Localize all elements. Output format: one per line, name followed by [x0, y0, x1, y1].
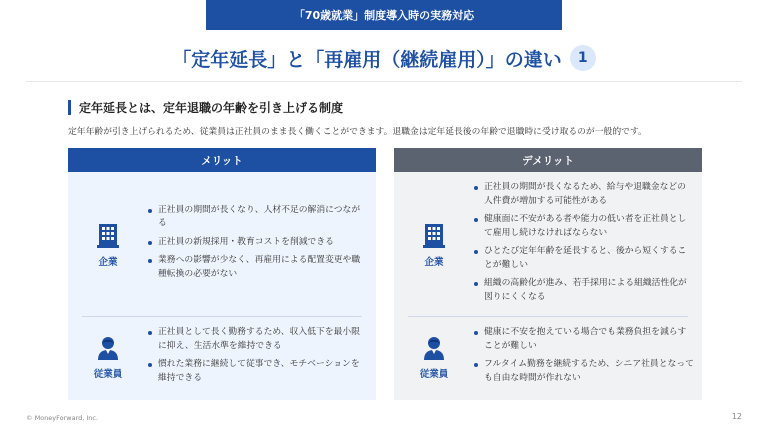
merit-employee-list: [148, 320, 368, 396]
demerit-column: [394, 148, 702, 400]
list-item: 慣れた業務に継続して従事でき、モチベーションを維持できる: [148, 358, 368, 385]
page-number-badge: 1: [570, 45, 596, 71]
demerit-employee-label: [394, 320, 474, 396]
demerit-header: デメリット: [394, 148, 702, 172]
merit-header: メリット: [68, 148, 376, 172]
list-item: 健康に不安を抱えている場合でも業務負担を減らすことが難しい: [474, 326, 694, 353]
list-item: 正社員として長く勤務するため、収入低下を最小限に抑え、生活水準を維持できる: [148, 326, 368, 353]
list-item: ひとたび定年年齢を延長すると、後から短くすることが難しい: [474, 245, 694, 272]
title-divider: [26, 81, 742, 82]
demerit-employee-list: [474, 320, 694, 396]
page-number: 12: [731, 412, 742, 421]
demerit-company-label-text: 企業: [424, 257, 444, 268]
merit-company-row: [68, 178, 376, 312]
merit-employee-row: [68, 320, 376, 396]
merit-company-list: [148, 178, 368, 312]
section-heading-text: 定年延長とは、定年退職の年齢を引き上げる制度: [79, 100, 344, 115]
list-item: 正社員の新規採用・教育コストを削減できる: [148, 236, 368, 250]
copyright: © MoneyForward, Inc.: [26, 414, 99, 422]
list-item: 業務への影響が少なく、再雇用による配置変更や職種転換の必要がない: [148, 254, 368, 281]
building-icon: [97, 222, 119, 248]
page-title: [0, 38, 768, 78]
list-item: 組織の高齢化が進み、若手採用による組織活性化が図りにくくなる: [474, 277, 694, 304]
merit-employee-label-text: 従業員: [93, 369, 123, 380]
list-item: 健康面に不安がある者や能力の低い者を正社員として雇用し続けなければならない: [474, 213, 694, 240]
banner-text: 「70歳就業」制度導入時の実務対応: [293, 9, 475, 22]
heading-accent-bar: [68, 100, 71, 115]
list-item: 正社員の期間が長くなるため、給与や退職金などの人件費が増加する可能性がある: [474, 181, 694, 208]
page-title-text: 「定年延長」と「再雇用（継続雇用）」の違い: [172, 48, 562, 71]
top-banner: [206, 0, 562, 30]
person-icon: [423, 336, 445, 360]
person-icon: [97, 336, 119, 360]
demerit-company-label: [394, 178, 474, 312]
list-item: 正社員の期間が長くなり、人材不足の解消につながる: [148, 204, 368, 231]
section-description: 定年年齢が引き上げられるため、従業員は正社員のまま長く働くことができます。退職金は定年延長後の年齢で退職時に受け取るのが一般的です。: [68, 127, 647, 137]
building-icon: [423, 222, 445, 248]
section-heading: [68, 98, 343, 116]
demerit-employee-row: [394, 320, 702, 396]
merit-column: [68, 148, 376, 400]
demerit-company-list: [474, 178, 694, 312]
merit-company-label-text: 企業: [98, 257, 118, 268]
list-item: フルタイム勤務を継続するため、シニア社員となっても自由な時間が作れない: [474, 358, 694, 385]
demerit-company-row: [394, 178, 702, 312]
merit-row-divider: [82, 316, 362, 317]
merit-company-label: [68, 178, 148, 312]
demerit-employee-label-text: 従業員: [419, 369, 449, 380]
merit-employee-label: [68, 320, 148, 396]
demerit-row-divider: [408, 316, 688, 317]
